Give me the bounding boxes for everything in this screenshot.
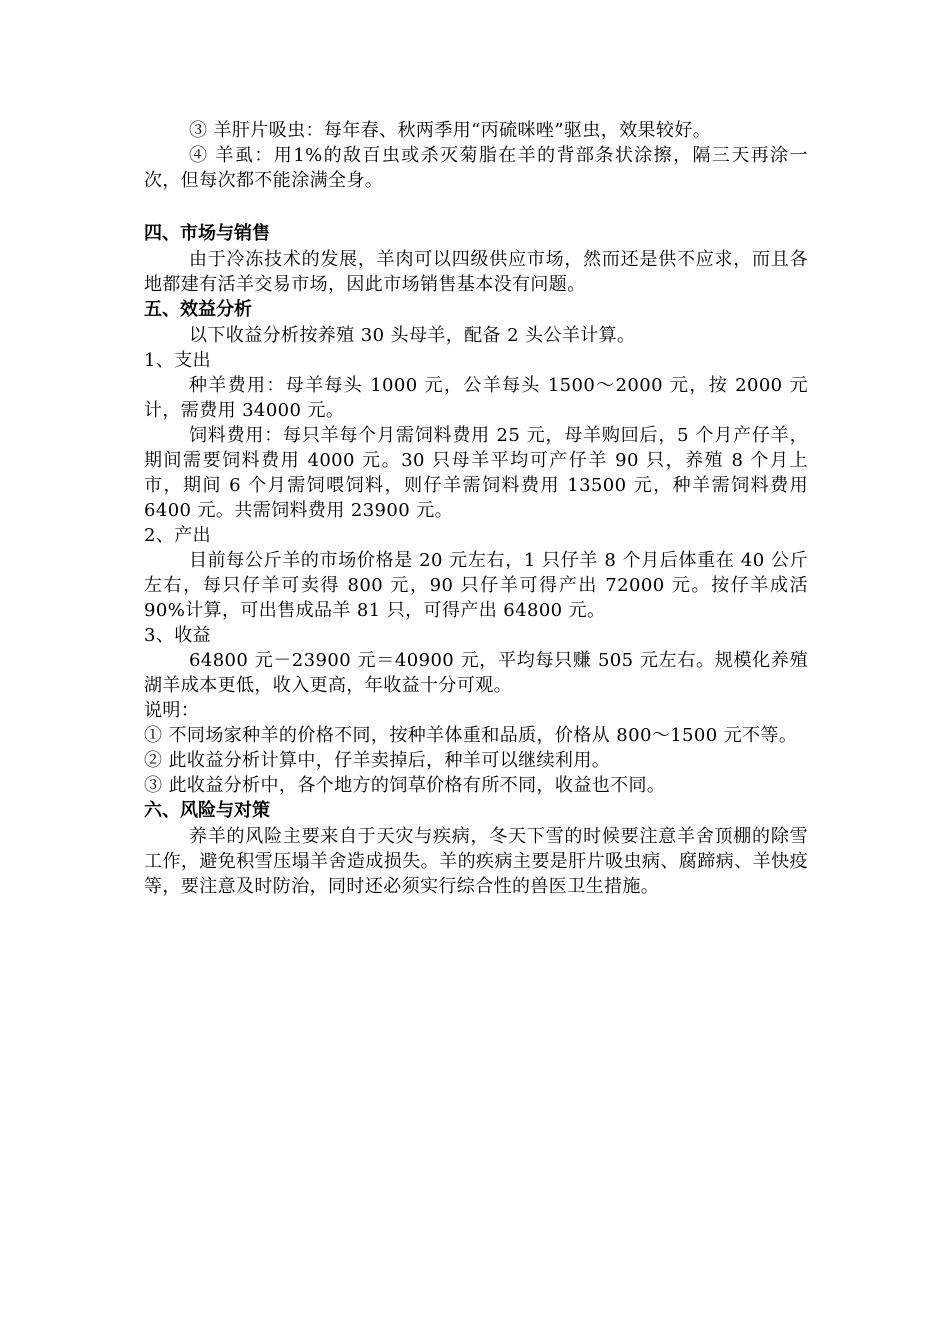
heading-benefit-analysis: 五、效益分析 [144, 299, 252, 320]
notes-label: 说明： [144, 700, 200, 721]
note-item-3: ③ 此收益分析中，各个地方的饲草价格有所不同，收益也不同。 [144, 775, 666, 796]
document-page [144, 118, 808, 899]
note-item-1: ① 不同场家种羊的价格不同，按种羊体重和品质，价格从 800～1500 元不等。 [144, 725, 798, 746]
paragraph-output: 目前每公斤羊的市场价格是 20 元左右，1 只仔羊 8 个月后体重在 40 公斤左右，每只仔羊可卖得 800 元，90 只仔羊可得产出 72000 元。按仔羊成活 90%计算，可出售成品羊 81 只，可得产出 64800 元。 [144, 550, 808, 621]
subheading-income: 3、收益 [144, 625, 212, 646]
subheading-output: 2、产出 [144, 525, 212, 546]
paragraph-risk: 养羊的风险主要来自于天灾与疾病，冬天下雪的时候要注意羊舍顶棚的除雪工作，避免积雪压塌羊舍造成损失。羊的疾病主要是肝片吸虫病、腐蹄病、羊快疫等，要注意及时防治，同时还必须实行综合性的兽医卫生措施。 [144, 826, 808, 897]
spacer [144, 193, 808, 221]
paragraph-lice: ④ 羊虱：用1%的敌百虫或杀灭菊脂在羊的背部条状涂擦，隔三天再涂一次，但每次都不能涂满全身。 [144, 145, 808, 191]
heading-market-sales: 四、市场与销售 [144, 223, 270, 244]
note-item-2: ② 此收益分析计算中，仔羊卖掉后，种羊可以继续利用。 [144, 750, 611, 771]
paragraph-feed-cost: 饲料费用：每只羊每个月需饲料费用 25 元，母羊购回后，5 个月产仔羊，期间需要饲料费用 4000 元。30 只母羊平均可产仔羊 90 只，养殖 8 个月上市，期间 6 个月需饲喂饲料，则仔羊需饲料费用 13500 元，种羊需饲料费用 6400 元。共需饲料费用 23900 元。 [144, 425, 808, 521]
paragraph-breeding-cost: 种羊费用：母羊每头 1000 元，公羊每头 1500～2000 元，按 2000 元计，需费用 34000 元。 [144, 375, 808, 421]
paragraph-liver-fluke: ③ 羊肝片吸虫：每年春、秋两季用“丙硫咪唑”驱虫，效果较好。 [189, 120, 712, 141]
paragraph-analysis-basis: 以下收益分析按养殖 30 头母羊，配备 2 头公羊计算。 [189, 325, 636, 346]
subheading-expenses: 1、支出 [144, 350, 212, 371]
heading-risk-countermeasures: 六、风险与对策 [144, 800, 270, 821]
paragraph-market: 由于冷冻技术的发展，羊肉可以四级供应市场，然而还是供不应求，而且各地都建有活羊交易市场，因此市场销售基本没有问题。 [144, 249, 808, 295]
paragraph-income: 64800 元－23900 元＝40900 元，平均每只赚 505 元左右。规模化养殖湖羊成本更低，收入更高，年收益十分可观。 [144, 650, 808, 696]
